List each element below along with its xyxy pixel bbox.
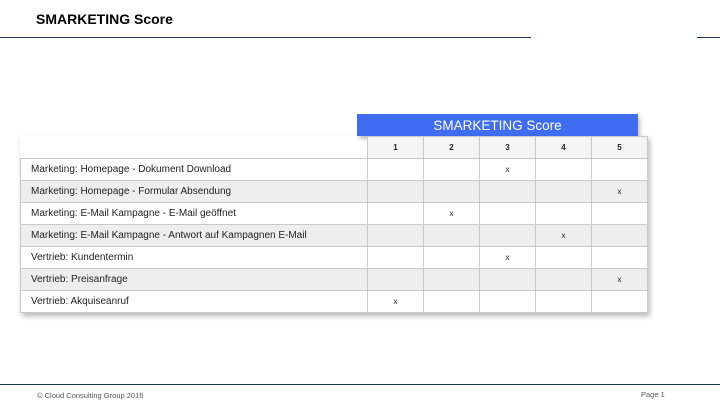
score-cell: x	[536, 225, 592, 247]
score-cell	[536, 159, 592, 181]
row-label: Vertrieb: Kundentermin	[21, 247, 368, 269]
score-column-3: 3	[480, 137, 536, 159]
score-cell	[368, 247, 424, 269]
score-cell: x	[480, 247, 536, 269]
footer-page-number: Page 1	[641, 390, 665, 399]
score-cell	[368, 181, 424, 203]
score-cell: x	[424, 203, 480, 225]
score-table	[20, 136, 648, 313]
score-cell	[368, 159, 424, 181]
score-cell: x	[368, 291, 424, 313]
score-cell	[536, 269, 592, 291]
table-row	[21, 247, 648, 269]
score-cell	[424, 181, 480, 203]
score-cell: x	[592, 181, 648, 203]
header-blank-cell	[21, 137, 368, 159]
score-cell	[592, 159, 648, 181]
score-cell	[480, 291, 536, 313]
score-cell	[368, 269, 424, 291]
row-label: Marketing: Homepage - Formular Absendung	[21, 181, 368, 203]
score-cell	[592, 291, 648, 313]
score-column-2: 2	[424, 137, 480, 159]
row-label: Vertrieb: Preisanfrage	[21, 269, 368, 291]
table-row	[21, 203, 648, 225]
top-divider-right	[697, 37, 720, 38]
top-divider	[0, 37, 531, 38]
table-row	[21, 159, 648, 181]
score-cell	[480, 225, 536, 247]
score-cell	[592, 203, 648, 225]
score-cell	[424, 269, 480, 291]
score-table-caption: SMARKETING Score	[357, 114, 638, 136]
score-column-1: 1	[368, 137, 424, 159]
score-cell	[480, 181, 536, 203]
score-cell	[424, 291, 480, 313]
score-cell	[536, 203, 592, 225]
score-cell	[424, 159, 480, 181]
score-cell	[480, 269, 536, 291]
table-row	[21, 291, 648, 313]
score-cell	[368, 225, 424, 247]
score-cell	[536, 291, 592, 313]
score-cell	[536, 247, 592, 269]
table-row	[21, 269, 648, 291]
slide-title: SMARKETING Score	[36, 11, 173, 27]
score-cell	[592, 247, 648, 269]
score-column-4: 4	[536, 137, 592, 159]
score-cell	[424, 247, 480, 269]
row-label: Vertrieb: Akquiseanruf	[21, 291, 368, 313]
score-column-5: 5	[592, 137, 648, 159]
table-row	[21, 225, 648, 247]
score-cell	[368, 203, 424, 225]
score-cell	[424, 225, 480, 247]
score-cell: x	[480, 159, 536, 181]
score-cell	[592, 225, 648, 247]
score-column-header-row	[21, 137, 648, 159]
score-cell: x	[592, 269, 648, 291]
score-cell	[480, 203, 536, 225]
footer-copyright: © Cloud Consulting Group 2016	[37, 391, 144, 400]
bottom-divider	[0, 384, 720, 385]
row-label: Marketing: E-Mail Kampagne - Antwort auf Kampagnen E-Mail	[21, 225, 368, 247]
table-row	[21, 181, 648, 203]
score-cell	[536, 181, 592, 203]
row-label: Marketing: Homepage - Dokument Download	[21, 159, 368, 181]
row-label: Marketing: E-Mail Kampagne - E-Mail geöffnet	[21, 203, 368, 225]
